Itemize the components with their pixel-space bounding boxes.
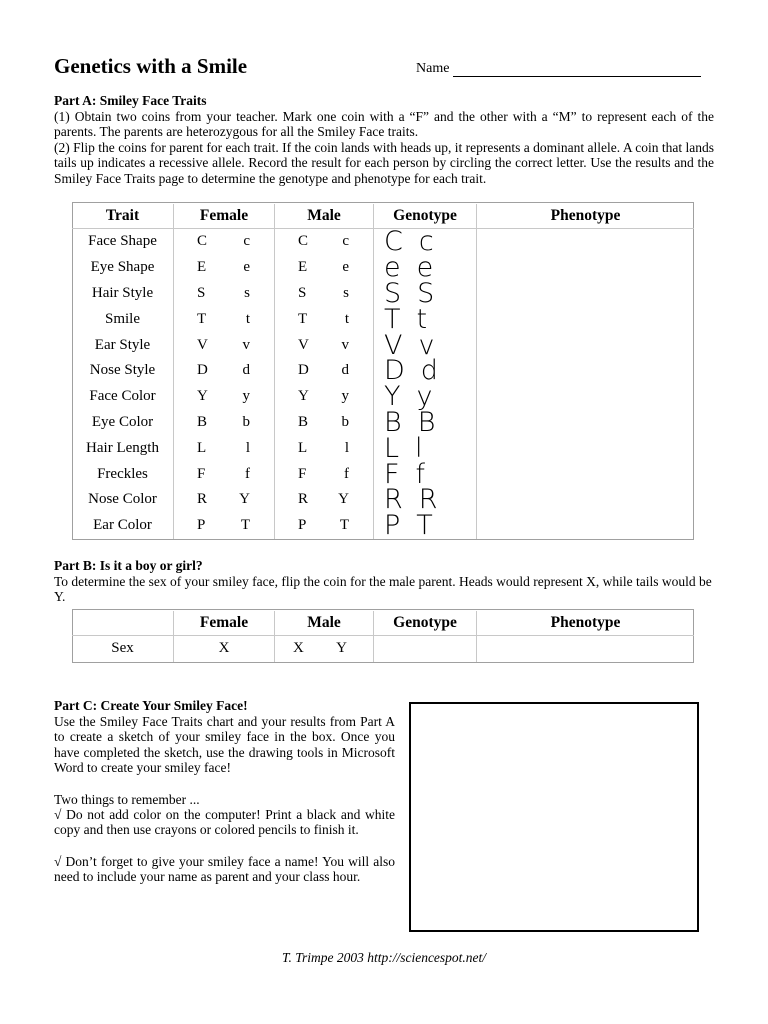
female-alleles	[174, 281, 275, 307]
handwritten-allele-1: T	[384, 303, 401, 335]
male-alleles	[275, 229, 374, 255]
male-recessive-allele[interactable]: l	[344, 439, 349, 456]
handwritten-allele-2: c	[418, 226, 434, 258]
trait-name: Smile	[104, 310, 140, 327]
part-b-instruction: To determine the sex of your smiley face, flip the coin for the male parent. Heads would represent X, while tails would be Y.	[54, 574, 712, 605]
header-genotype: Genotype	[374, 204, 477, 229]
handwritten-allele-2: S	[417, 277, 435, 309]
female-alleles	[174, 306, 275, 332]
trait-row	[72, 461, 694, 487]
sex-table-header	[72, 611, 694, 636]
female-alleles	[174, 513, 275, 539]
trait-row	[72, 332, 694, 358]
female-dominant-allele[interactable]: R	[197, 491, 208, 508]
female-recessive-allele[interactable]: d	[242, 362, 250, 379]
trait-row	[72, 487, 694, 513]
handwritten-allele-1: F	[384, 458, 400, 490]
phenotype-cell[interactable]	[477, 306, 695, 332]
male-alleles	[275, 461, 374, 487]
female-dominant-allele[interactable]: L	[197, 439, 207, 456]
male-dominant-allele[interactable]: P	[298, 517, 307, 534]
trait-name: Eye Color	[91, 413, 154, 430]
handwritten-allele-1: D	[384, 355, 405, 387]
header-male: Male	[275, 204, 374, 229]
handwritten-allele-1: V	[384, 329, 403, 361]
genotype-cell[interactable]	[374, 510, 477, 542]
female-alleles	[174, 384, 275, 410]
trait-row	[72, 384, 694, 410]
female-alleles	[174, 255, 275, 281]
male-alleles	[275, 384, 374, 410]
sex-male-alleles	[275, 636, 374, 662]
handwritten-allele-2: T	[416, 510, 433, 542]
male-recessive-allele[interactable]: t	[344, 310, 349, 327]
sex-header-phenotype: Phenotype	[477, 611, 695, 636]
female-dominant-allele[interactable]: P	[197, 517, 206, 534]
male-alleles	[275, 487, 374, 513]
part-a-instruction-2: (2) Flip the coins for parent for each trait. If the coin lands with heads up, it represents a dominant allele. A coin that lands tails up indicates a recessive allele. Record the result for each person by circling the correct letter. Use the results and the Smiley Face Traits page to determine the genotype and phenotype for each trait.	[54, 140, 714, 186]
trait-name: Face Shape	[88, 233, 157, 250]
page-title: Genetics with a Smile	[54, 54, 248, 78]
header-phenotype: Phenotype	[477, 204, 695, 229]
genotype-cell[interactable]	[374, 355, 477, 387]
male-alleles	[275, 410, 374, 436]
trait-name: Eye Shape	[90, 259, 155, 276]
header-trait: Trait	[72, 204, 174, 229]
handwritten-allele-1: L	[384, 432, 400, 464]
part-c-reminder-1: √ Do not add color on the computer! Print a black and white copy and then use crayons or colored pencils to finish it.	[54, 807, 395, 838]
sex-header-female: Female	[174, 611, 275, 636]
part-c-reminder-heading: Two things to remember ...	[54, 792, 200, 807]
female-alleles	[174, 461, 275, 487]
handwritten-allele-1: e	[384, 252, 401, 284]
handwritten-allele-1: R	[384, 484, 403, 516]
female-dominant-allele[interactable]: Y	[197, 388, 208, 405]
male-recessive-allele[interactable]: d	[341, 362, 349, 379]
phenotype-cell[interactable]	[477, 384, 695, 410]
handwritten-allele-1: S	[384, 277, 402, 309]
trait-name: Hair Style	[91, 284, 154, 301]
part-a-instruction-1: (1) Obtain two coins from your teacher. Mark one coin with a “F” and the other with a “M” to represent each of the parents. The parents are heterozygous for all the Smiley Face traits.	[54, 109, 714, 140]
female-recessive-allele[interactable]: c	[243, 233, 250, 250]
sex-female-allele[interactable]: X	[174, 636, 275, 662]
female-recessive-allele[interactable]: f	[245, 465, 250, 482]
part-b-heading: Part B: Is it a boy or girl?	[54, 558, 203, 573]
phenotype-cell[interactable]	[477, 229, 695, 255]
female-recessive-allele[interactable]: T	[240, 517, 250, 534]
part-c-heading: Part C: Create Your Smiley Face!	[54, 698, 248, 713]
trait-row	[72, 435, 694, 461]
male-dominant-allele[interactable]: D	[298, 362, 309, 379]
handwritten-allele-2: R	[418, 484, 438, 516]
female-alleles	[174, 358, 275, 384]
sex-genotype-cell[interactable]	[374, 636, 477, 662]
handwritten-allele-2: f	[415, 458, 426, 490]
part-a-heading: Part A: Smiley Face Traits	[54, 93, 207, 108]
genotype-cell[interactable]	[374, 484, 477, 516]
trait-row	[72, 255, 694, 281]
handwritten-allele-1: B	[384, 406, 402, 438]
female-recessive-allele[interactable]: v	[242, 336, 250, 353]
male-dominant-allele[interactable]: Y	[298, 388, 309, 405]
sex-phenotype-cell[interactable]	[477, 636, 695, 662]
genotype-cell[interactable]	[374, 458, 477, 490]
male-alleles	[275, 513, 374, 539]
female-dominant-allele[interactable]: F	[197, 465, 206, 482]
male-dominant-allele[interactable]: T	[298, 310, 308, 327]
phenotype-cell[interactable]	[477, 461, 695, 487]
phenotype-cell[interactable]	[477, 487, 695, 513]
male-recessive-allele[interactable]: s	[343, 284, 349, 301]
handwritten-allele-2: v	[418, 329, 435, 361]
male-alleles	[275, 281, 374, 307]
female-dominant-allele[interactable]: B	[197, 413, 208, 430]
sex-table	[72, 611, 694, 662]
male-dominant-allele[interactable]: L	[298, 439, 308, 456]
male-recessive-allele[interactable]: c	[342, 233, 349, 250]
sex-male-allele-y[interactable]: Y	[336, 640, 347, 657]
trait-row	[72, 410, 694, 436]
trait-row	[72, 513, 694, 539]
trait-name: Nose Style	[89, 362, 156, 379]
trait-name: Ear Style	[94, 336, 151, 353]
traits-table	[72, 204, 694, 542]
handwritten-allele-1: P	[384, 510, 401, 542]
female-recessive-allele[interactable]: e	[243, 259, 250, 276]
female-alleles	[174, 332, 275, 358]
handwritten-allele-1: Y	[384, 381, 401, 413]
male-dominant-allele[interactable]: E	[298, 259, 308, 276]
handwritten-allele-1: C	[384, 226, 403, 258]
female-dominant-allele[interactable]: V	[197, 336, 208, 353]
male-dominant-allele[interactable]: V	[298, 336, 309, 353]
male-alleles	[275, 332, 374, 358]
genotype-cell[interactable]	[374, 252, 477, 284]
genotype-cell[interactable]	[374, 303, 477, 335]
male-alleles	[275, 306, 374, 332]
traits-table-header	[72, 204, 694, 229]
phenotype-cell[interactable]	[477, 358, 695, 384]
name-field[interactable]	[416, 61, 701, 77]
handwritten-allele-2: B	[417, 406, 436, 438]
male-dominant-allele[interactable]: C	[298, 233, 309, 250]
female-recessive-allele[interactable]: b	[242, 413, 250, 430]
trait-name: Face Color	[89, 388, 156, 405]
trait-row	[72, 281, 694, 307]
part-c-reminder-2: √ Don’t forget to give your smiley face a name! You will also need to include your name as parent and your class hour.	[54, 854, 395, 885]
male-recessive-allele[interactable]: T	[339, 517, 349, 534]
female-dominant-allele[interactable]: C	[197, 233, 208, 250]
sex-header-male: Male	[275, 611, 374, 636]
female-recessive-allele[interactable]: y	[242, 388, 250, 405]
trait-name: Freckles	[97, 465, 148, 482]
genotype-cell[interactable]	[374, 277, 477, 309]
male-recessive-allele[interactable]: b	[341, 413, 349, 430]
genotype-cell[interactable]	[374, 381, 477, 413]
smiley-sketch-box[interactable]	[409, 702, 699, 932]
trait-name: Ear Color	[93, 517, 152, 534]
genotype-cell[interactable]	[374, 226, 477, 258]
female-alleles	[174, 487, 275, 513]
handwritten-allele-2: t	[416, 303, 428, 335]
female-alleles	[174, 410, 275, 436]
sex-male-allele-x[interactable]: X	[293, 640, 304, 657]
header-female: Female	[174, 204, 275, 229]
female-alleles	[174, 229, 275, 255]
male-dominant-allele[interactable]: B	[298, 413, 309, 430]
male-alleles	[275, 435, 374, 461]
male-alleles	[275, 358, 374, 384]
female-recessive-allele[interactable]: t	[245, 310, 250, 327]
name-label: Name	[416, 61, 450, 76]
male-dominant-allele[interactable]: R	[298, 491, 309, 508]
trait-row	[72, 229, 694, 255]
male-recessive-allele[interactable]: e	[342, 259, 349, 276]
phenotype-cell[interactable]	[477, 281, 695, 307]
female-dominant-allele[interactable]: T	[197, 310, 207, 327]
trait-row	[72, 306, 694, 332]
male-alleles	[275, 255, 374, 281]
genotype-cell[interactable]	[374, 406, 477, 438]
male-recessive-allele[interactable]: Y	[338, 491, 349, 508]
handwritten-allele-2: e	[416, 252, 434, 284]
trait-name: Nose Color	[88, 491, 157, 508]
sex-header-genotype: Genotype	[374, 611, 477, 636]
handwritten-allele-2: l	[415, 432, 423, 464]
male-dominant-allele[interactable]: F	[298, 465, 307, 482]
trait-name: Hair Length	[86, 439, 159, 456]
part-c-instruction: Use the Smiley Face Traits chart and your results from Part A to create a sketch of your smiley face in the box. Once you have completed the sketch, use the drawing tools in Microsoft Word to create your smiley face!	[54, 714, 395, 775]
trait-row	[72, 358, 694, 384]
male-dominant-allele[interactable]: S	[298, 284, 307, 301]
phenotype-cell[interactable]	[477, 513, 695, 539]
female-dominant-allele[interactable]: D	[197, 362, 208, 379]
handwritten-allele-2: d	[420, 355, 438, 387]
handwritten-allele-2: y	[416, 381, 433, 413]
sex-label: Sex	[111, 640, 134, 657]
sex-header-blank	[72, 611, 174, 636]
male-recessive-allele[interactable]: f	[344, 465, 349, 482]
female-recessive-allele[interactable]: l	[245, 439, 250, 456]
female-recessive-allele[interactable]: s	[244, 284, 250, 301]
female-dominant-allele[interactable]: E	[197, 259, 207, 276]
female-recessive-allele[interactable]: Y	[239, 491, 250, 508]
phenotype-cell[interactable]	[477, 435, 695, 461]
female-alleles	[174, 435, 275, 461]
name-blank-line	[453, 63, 701, 77]
female-dominant-allele[interactable]: S	[197, 284, 206, 301]
sex-row	[72, 636, 694, 662]
phenotype-cell[interactable]	[477, 332, 695, 358]
phenotype-cell[interactable]	[477, 255, 695, 281]
genotype-cell[interactable]	[374, 329, 477, 361]
footer-credit: T. Trimpe 2003 http://sciencespot.net/	[281, 950, 487, 965]
male-recessive-allele[interactable]: y	[341, 388, 349, 405]
genotype-cell[interactable]	[374, 432, 477, 464]
male-recessive-allele[interactable]: v	[341, 336, 349, 353]
phenotype-cell[interactable]	[477, 410, 695, 436]
